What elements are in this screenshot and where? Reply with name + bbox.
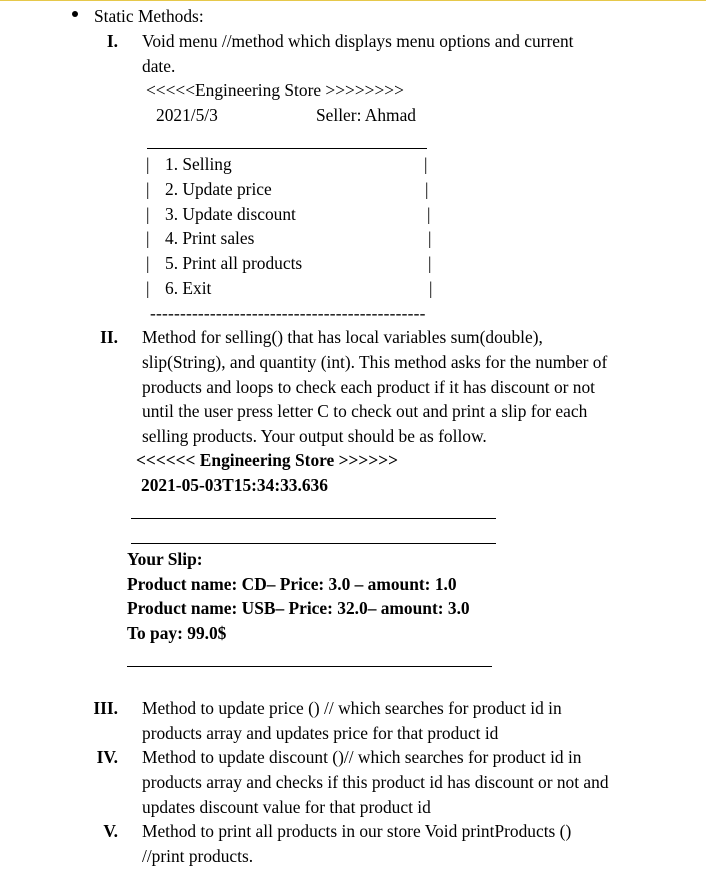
menu-option: 3. Update discount xyxy=(165,204,296,224)
slip-bottom-divider xyxy=(127,666,492,667)
text-line: selling products. Your output should be as follow. xyxy=(142,426,487,447)
menu-right-border: | xyxy=(428,253,432,273)
menu-seller: Seller: Ahmad xyxy=(316,105,416,125)
item-iii-text xyxy=(142,696,682,746)
text-line: Method to update discount ()// which searches for product id in xyxy=(142,747,582,767)
menu-option: 5. Print all products xyxy=(165,253,303,273)
top-border xyxy=(0,0,706,1)
menu-left-border: | xyxy=(146,278,150,298)
text-line: products array and checks if this product id has discount or not and xyxy=(142,771,609,792)
slip-line: Product name: CD– Price: 3.0 – amount: 1.0 xyxy=(127,574,457,594)
item-v-text xyxy=(142,819,682,869)
menu-right-border: | xyxy=(429,278,433,298)
numeral-ii: II. xyxy=(100,327,118,347)
menu-option: 2. Update price xyxy=(165,179,272,199)
menu-banner: <<<<<Engineering Store >>>>>>>> xyxy=(146,80,404,100)
text-line: Method to update price () // which searches for product id in xyxy=(142,698,562,718)
text-line: //print products. xyxy=(142,845,254,866)
menu-right-border: | xyxy=(428,228,432,248)
menu-left-border: | xyxy=(146,179,150,199)
menu-option: 1. Selling xyxy=(165,154,232,174)
bullet-icon xyxy=(72,11,78,17)
numeral-v: V. xyxy=(103,821,118,841)
menu-option: 4. Print sales xyxy=(165,228,255,248)
text-line: products and loops to check each product if it has discount or not xyxy=(142,376,596,397)
menu-left-border: | xyxy=(146,154,150,174)
menu-right-border: | xyxy=(424,154,428,174)
menu-left-border: | xyxy=(146,228,150,248)
text-line: date. xyxy=(142,55,176,76)
slip-divider xyxy=(131,518,496,519)
menu-right-border: | xyxy=(427,204,431,224)
slip-total: To pay: 99.0$ xyxy=(127,623,227,643)
menu-option: 6. Exit xyxy=(165,278,212,298)
menu-left-border: | xyxy=(146,253,150,273)
item-ii-text xyxy=(142,325,682,449)
slip-timestamp: 2021-05-03T15:34:33.636 xyxy=(141,475,328,495)
text-line: until the user press letter C to check out and print a slip for each xyxy=(142,401,588,422)
item-iv-text xyxy=(142,745,682,819)
numeral-iii: III. xyxy=(93,698,118,718)
slip-heading: Your Slip: xyxy=(127,549,203,569)
text-line: updates discount value for that product id xyxy=(142,796,431,817)
text-line: Void menu //method which displays menu options and current xyxy=(142,31,574,51)
text-line: Method to print all products in our store Void printProducts () xyxy=(142,821,572,841)
menu-left-border: | xyxy=(146,204,150,224)
menu-date: 2021/5/3 xyxy=(156,105,218,125)
text-line: Method for selling() that has local variables sum(double), xyxy=(142,327,543,347)
text-line: slip(String), and quantity (int). This method asks for the number of xyxy=(142,351,608,372)
slip-banner: <<<<<< Engineering Store >>>>>> xyxy=(136,450,399,470)
menu-bottom-border: ---------------------------------------------- xyxy=(150,305,426,321)
numeral-iv: IV. xyxy=(96,747,118,767)
item-i-text xyxy=(142,29,682,79)
menu-right-border: | xyxy=(425,179,429,199)
slip-divider xyxy=(131,543,496,544)
numeral-i: I. xyxy=(106,31,118,51)
section-title: Static Methods: xyxy=(94,6,204,26)
text-line: products array and updates price for that product id xyxy=(142,722,499,743)
menu-top-border xyxy=(147,148,427,149)
slip-line: Product name: USB– Price: 32.0– amount: 3.0 xyxy=(127,598,470,618)
